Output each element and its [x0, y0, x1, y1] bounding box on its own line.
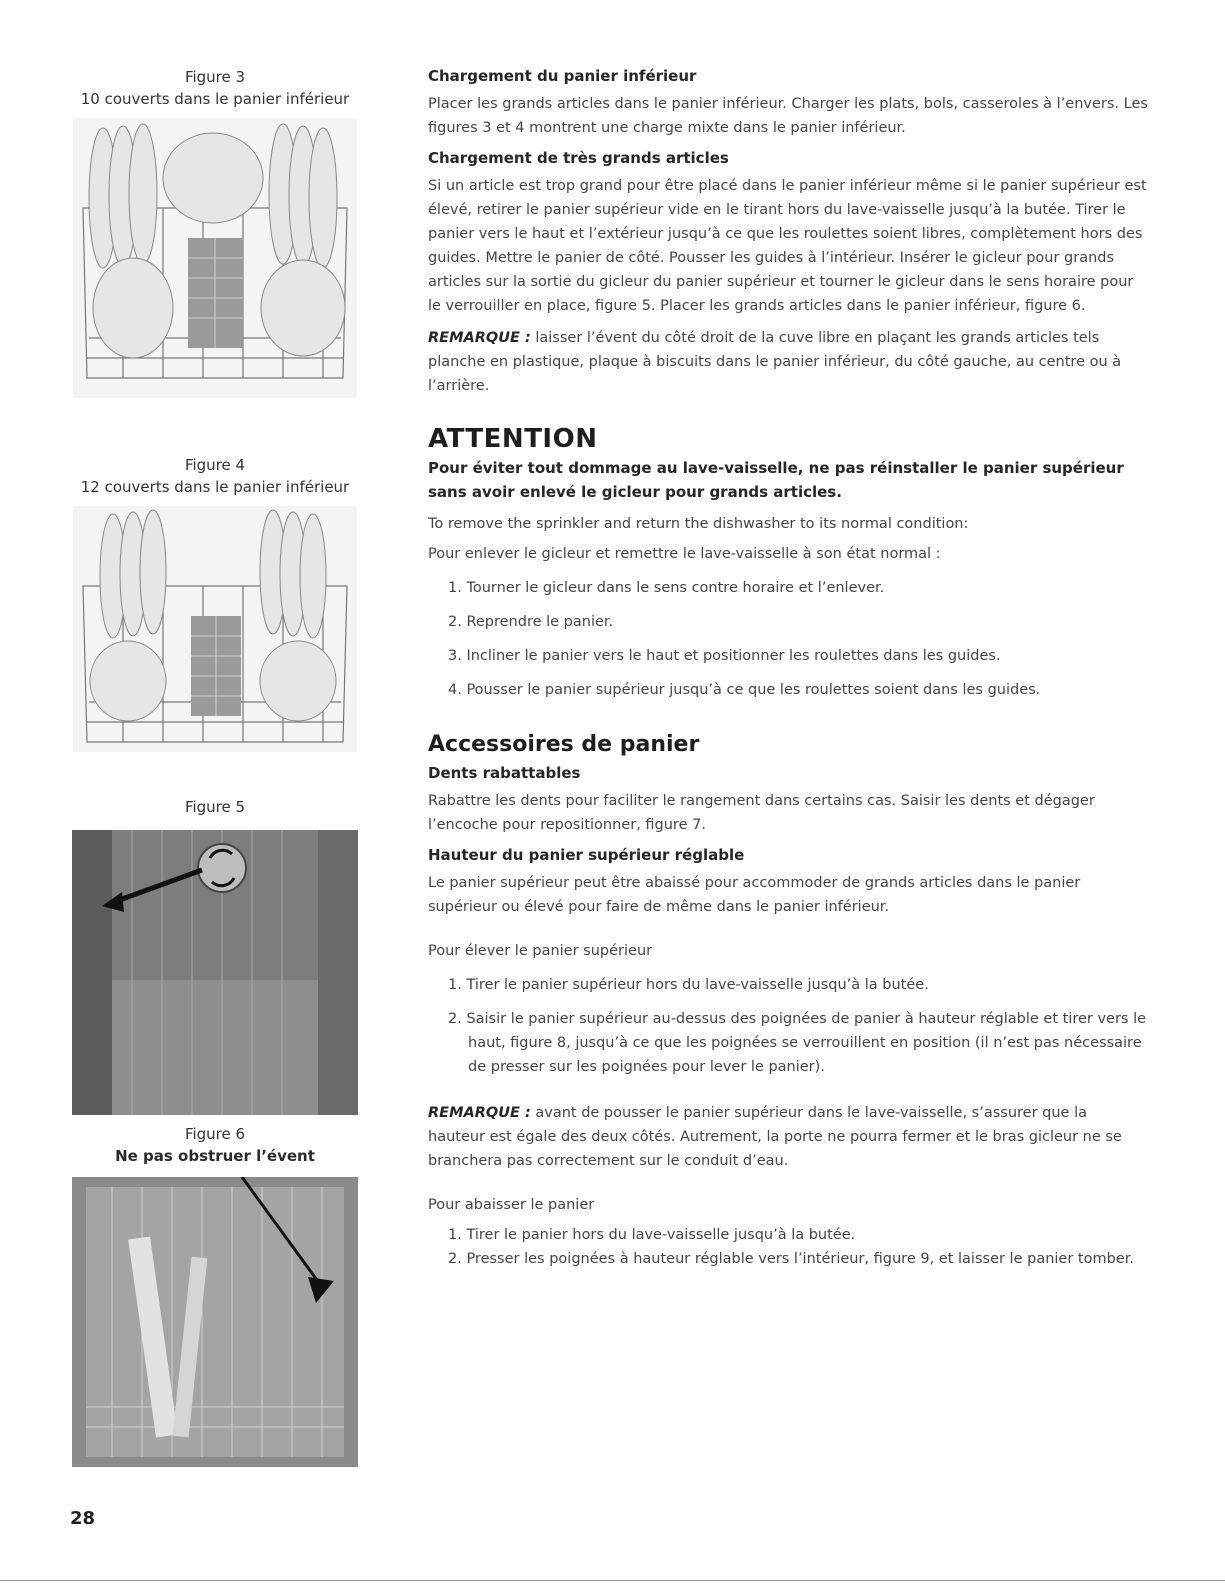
- list-item: 1. Tourner le gicleur dans le sens contre horaire et l’enlever.: [448, 580, 885, 596]
- remark-text: laisser l’évent du côté droit de la cuve libre en plaçant les grands articles tels planche en plastique, plaque à biscuits dans le panier inférieur, du côté gauche, au centre ou à l’arrière.: [428, 330, 1122, 394]
- list-item: 2. Reprendre le panier.: [448, 614, 614, 630]
- large-items-remark: [428, 326, 1148, 398]
- figure-4-caption: [70, 454, 360, 498]
- raise-steps: [428, 973, 1148, 1079]
- lower-basket-heading: Chargement du panier inférieur: [428, 67, 697, 85]
- remove-sprinkler-steps: [428, 576, 1148, 702]
- figure-4-basket-image: [73, 506, 357, 752]
- list-item: 1. Tirer le panier supérieur hors du lave-vaisselle jusqu’à la butée.: [448, 977, 929, 993]
- figure-3-text: 10 couverts dans le panier inférieur: [80, 90, 350, 108]
- remark-label: REMARQUE :: [428, 1105, 531, 1121]
- accessories-title: Accessoires de panier: [428, 732, 700, 757]
- figure-5-sprinkler-image: [72, 830, 358, 1115]
- large-items-text: Si un article est trop grand pour être placé dans le panier inférieur même si le panier supérieur est élevé, retirer le panier supérieur vide en le tirant hors du lave-vaisselle jusqu’à la butée. Tirer le panier vers le haut et l’extérieur jusqu’à ce que les roulettes soient libres, complètement hors des guides. Mettre le panier de côté. Pousser les guides à l’intérieur. Insérer le gicleur pour grands articles sur la sortie du gicleur du panier supérieur et tourner le gicleur dans le sens horaire pour le verrouiller en place, figure 5. Placer les grands articles dans le panier inférieur, figure 6.: [428, 178, 1147, 314]
- remark-text: avant de pousser le panier supérieur dans le lave-vaisselle, s’assurer que la hauteur est égale des deux côtés. Autrement, la porte ne pourra fermer et le bras gicleur ne se branchera pas correctement sur le conduit d’eau.: [428, 1105, 1122, 1169]
- text-column: [428, 66, 1148, 1271]
- figure-4-text: 12 couverts dans le panier inférieur: [80, 478, 350, 496]
- remove-sprinkler-fr: Pour enlever le gicleur et remettre le lave-vaisselle à son état normal :: [428, 546, 941, 562]
- figure-3-label: Figure 3: [184, 68, 246, 86]
- attention-warning: Pour éviter tout dommage au lave-vaisselle, ne pas réinstaller le panier supérieur sans avoir enlevé le gicleur pour grands articles.: [428, 459, 1124, 501]
- figure-5-label: Figure 5: [184, 798, 246, 816]
- figure-6-text: Ne pas obstruer l’évent: [115, 1147, 315, 1165]
- list-item: 4. Pousser le panier supérieur jusqu’à ce que les roulettes soient dans les guides.: [448, 682, 1041, 698]
- tines-heading: Dents rabattables: [428, 764, 581, 782]
- attention-title: ATTENTION: [428, 424, 598, 454]
- lower-steps: [428, 1223, 1148, 1271]
- lower-basket-text: Placer les grands articles dans le panier inférieur. Charger les plats, bols, casseroles à l’envers. Les figures 3 et 4 montrent une charge mixte dans le panier inférieur.: [428, 96, 1148, 136]
- height-text: Le panier supérieur peut être abaissé pour accommoder de grands articles dans le panier supérieur ou élevé pour faire de même dans le panier inférieur.: [428, 875, 1081, 915]
- list-item: 2. Saisir le panier supérieur au-dessus des poignées de panier à hauteur réglable et tirer vers le haut, figure 8, jusqu’à ce que les poignées se verrouillent en position (il n’est pas nécessaire de presser sur les poignées pour lever le panier).: [448, 1011, 1147, 1075]
- list-item: 3. Incliner le panier vers le haut et positionner les roulettes dans les guides.: [448, 648, 1001, 664]
- raise-intro: Pour élever le panier supérieur: [428, 943, 653, 959]
- height-heading: Hauteur du panier supérieur réglable: [428, 846, 745, 864]
- list-item: 1. Tirer le panier hors du lave-vaisselle jusqu’à la butée.: [448, 1227, 856, 1243]
- bottom-divider: [0, 1580, 1225, 1581]
- lower-intro: Pour abaisser le panier: [428, 1197, 595, 1213]
- height-remark: [428, 1101, 1148, 1173]
- tines-text: Rabattre les dents pour faciliter le rangement dans certains cas. Saisir les dents et dégager l’encoche pour repositionner, figure 7.: [428, 793, 1095, 833]
- remark-label: REMARQUE :: [428, 330, 531, 346]
- figure-6-vent-image: [72, 1177, 358, 1467]
- figure-3-caption: [70, 66, 360, 110]
- figure-3-basket-image: [73, 118, 357, 398]
- figure-5-caption: [70, 796, 360, 818]
- figure-6-label: Figure 6: [184, 1125, 246, 1143]
- remove-sprinkler-en: To remove the sprinkler and return the dishwasher to its normal condition:: [428, 516, 969, 532]
- page-number: 28: [70, 1508, 96, 1529]
- large-items-heading: Chargement de très grands articles: [428, 149, 729, 167]
- figure-4-label: Figure 4: [184, 456, 246, 474]
- figure-6-caption: [70, 1123, 360, 1167]
- list-item: 2. Presser les poignées à hauteur réglable vers l’intérieur, figure 9, et laisser le panier tomber.: [448, 1251, 1134, 1267]
- figure-column: [70, 66, 360, 1467]
